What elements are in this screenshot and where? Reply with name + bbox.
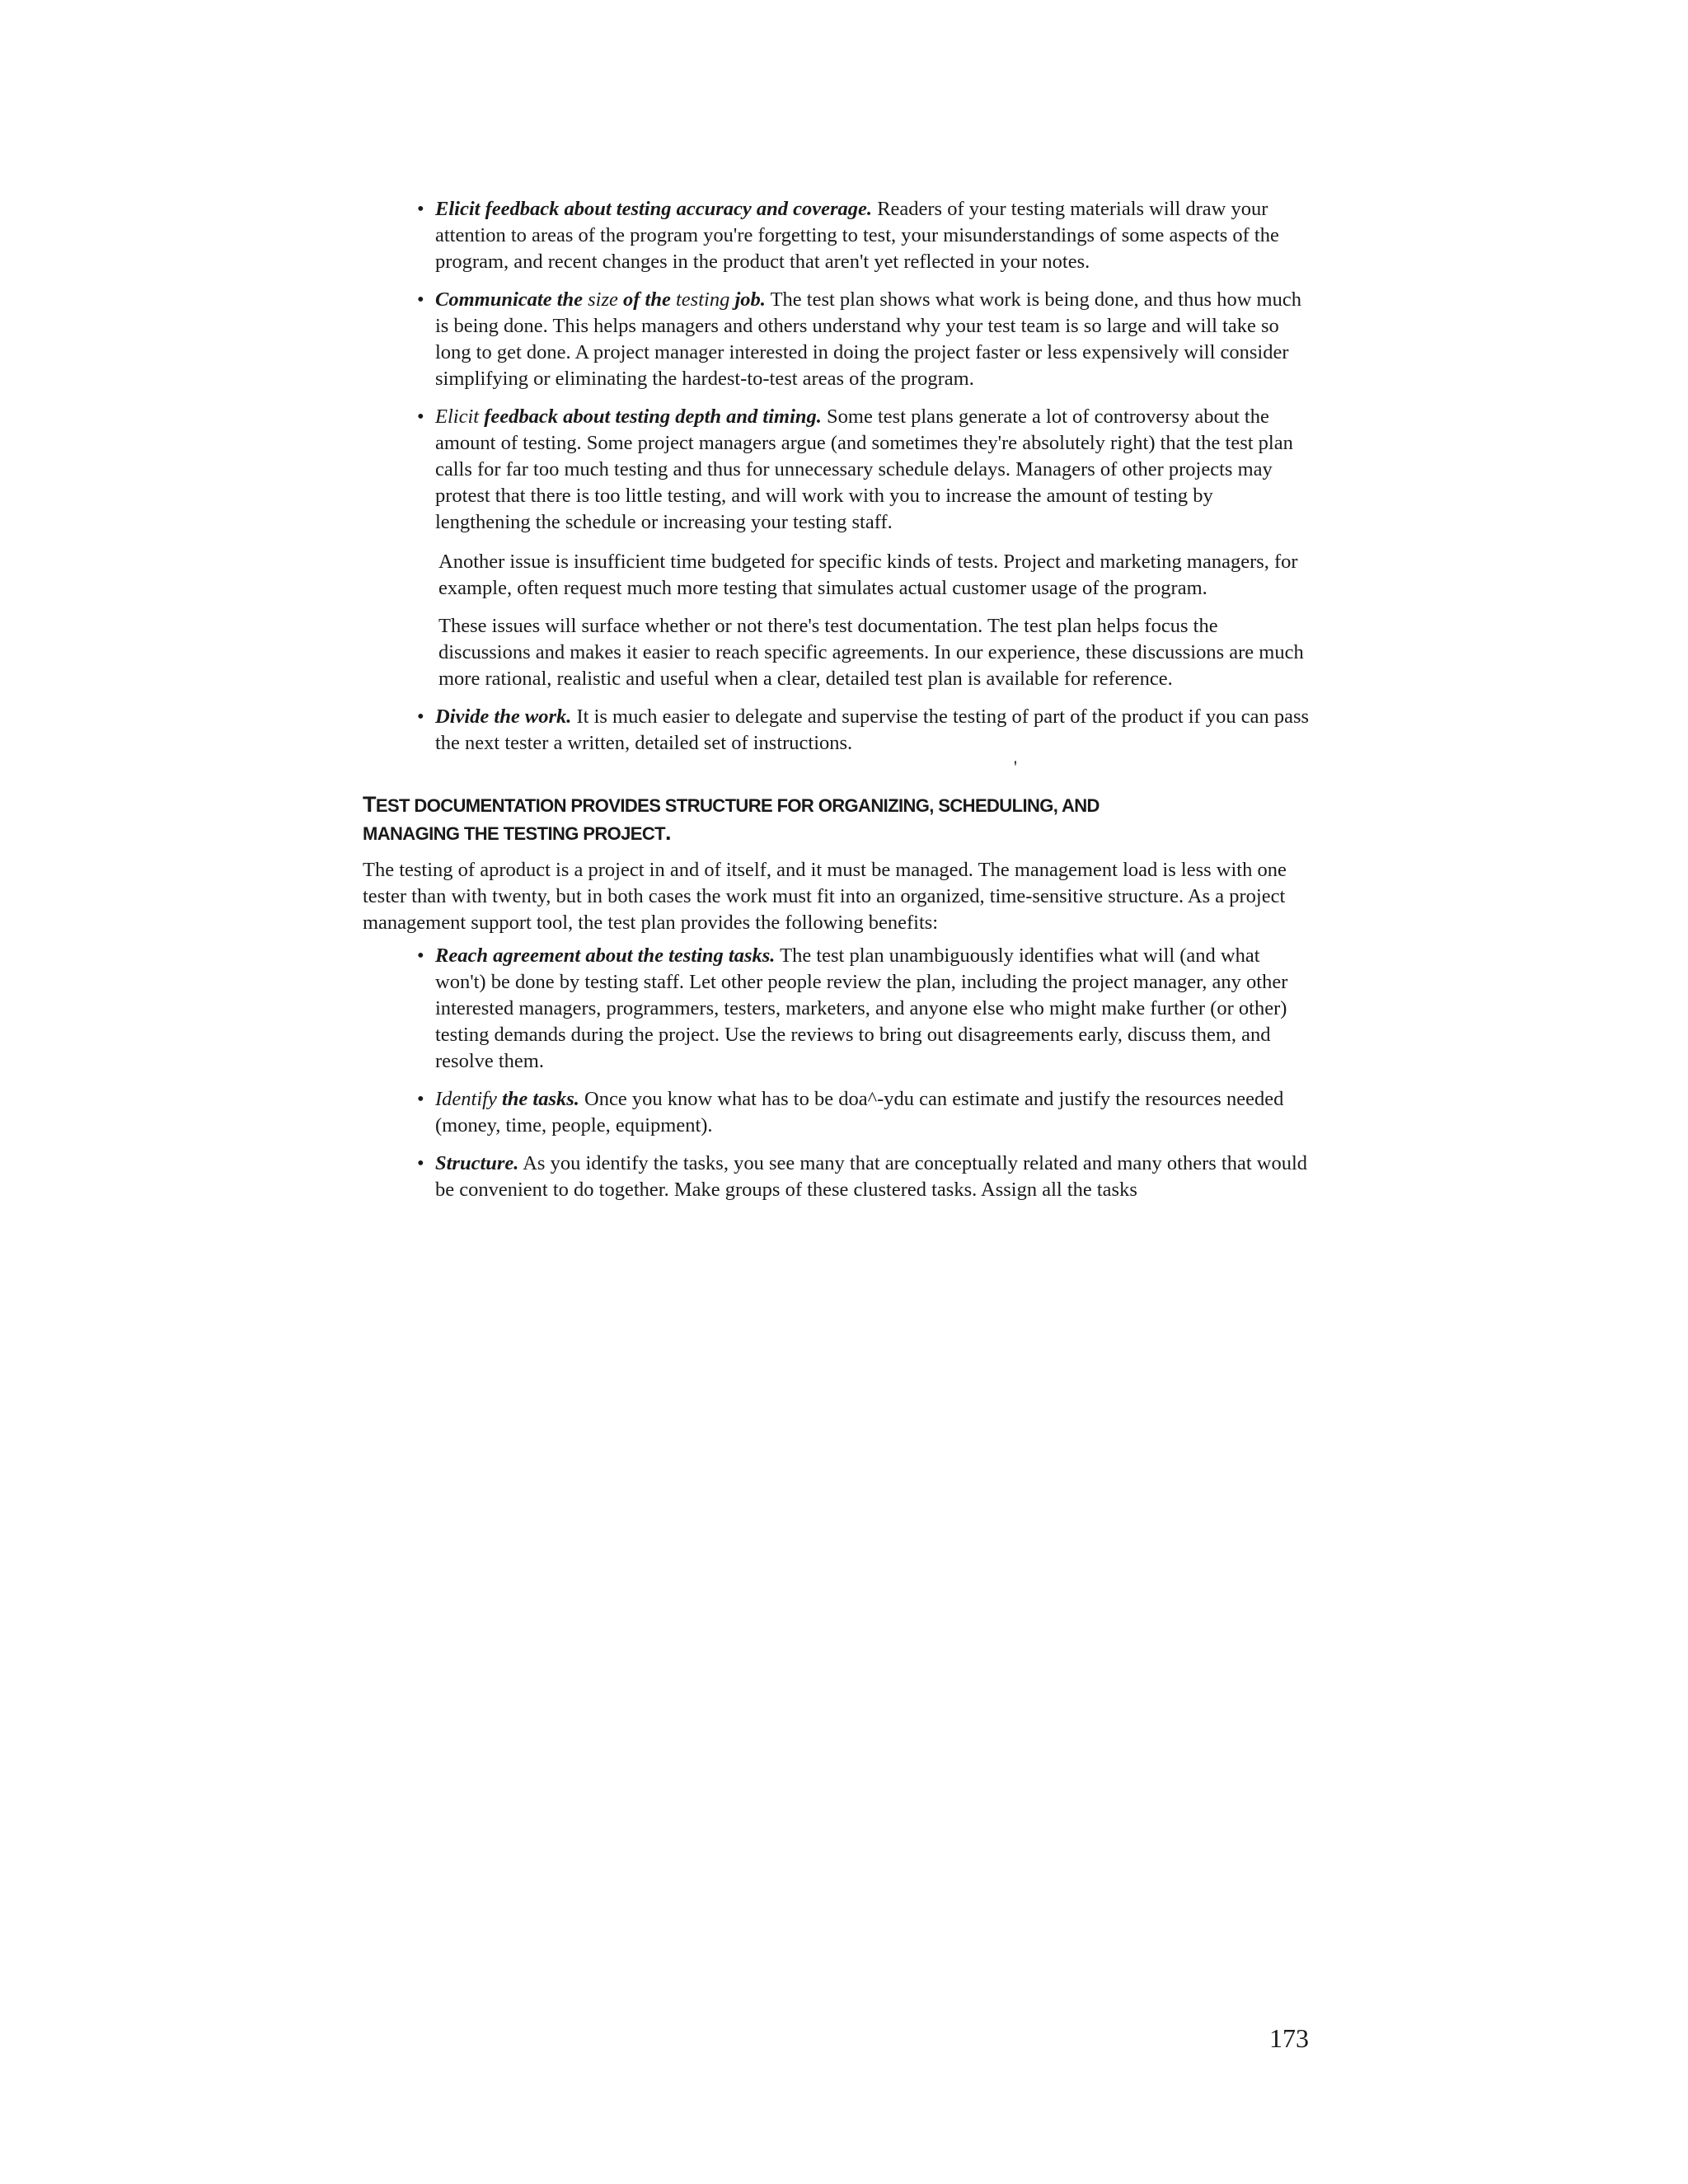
bullet-body-text: Once you know what has to be doa^-ydu can estimate and justify the resources needed (money, time, people, equipment). bbox=[435, 1088, 1284, 1137]
bullet-item bbox=[417, 404, 1311, 536]
bullet-lead: size bbox=[588, 288, 618, 311]
heading-line2: MANAGING THE TESTING PROJECT bbox=[363, 823, 665, 844]
section-intro: The testing of aproduct is a project in and of itself, and it must be managed. The management load is less with one tester than with twenty, but in both cases the work must fit into an organized, time-sensitive structure. As a project management support tool, the test plan provides the following benefits: bbox=[363, 859, 1287, 934]
page-number: 173 bbox=[1269, 2023, 1309, 2053]
heading-end: . bbox=[665, 820, 671, 845]
bullet-lead: the tasks. bbox=[496, 1088, 579, 1110]
bullet-lead: Reach agreement about the testing tasks. bbox=[435, 944, 776, 967]
indented-paragraph: Another issue is insufficient time budgeted for specific kinds of tests. Project and marketing managers, for example, often request much more testing that simulates actual customer usage of the program. bbox=[438, 551, 1298, 599]
bullet-text bbox=[435, 1151, 1311, 1203]
bullet-glyph: • bbox=[417, 198, 424, 220]
bullet-body-text: Readers of your testing materials will draw your attention to areas of the program you're forgetting to test, your misunderstandings of some aspects of the program, and recent changes in the product that aren't yet reflected in your notes. bbox=[435, 198, 1279, 273]
bullet-text bbox=[435, 287, 1311, 392]
bullet-text bbox=[435, 1086, 1311, 1139]
bullet-text bbox=[435, 404, 1311, 536]
bullet-glyph: • bbox=[417, 1088, 424, 1110]
bullet-glyph: • bbox=[417, 705, 424, 728]
bullet-body-text: The test plan unambiguously identifies what will (and what won't) be done by testing staff. Let other people review the plan, including the project manager, any other interested managers, programmers, testers, marketers, and anyone else who might make further (or other) testing demands during the project. Use the reviews to bring out disagreements early, discuss them, and resolve them. bbox=[435, 944, 1288, 1072]
bullet-lead: Identify bbox=[435, 1088, 497, 1110]
bullet-glyph: • bbox=[417, 1152, 424, 1174]
bullet-lead: Elicit bbox=[435, 405, 480, 428]
bullet-lead: Communicate the bbox=[435, 288, 588, 311]
bullet-body-text: The test plan shows what work is being done, and thus how much is being done. This helps managers and others understand why your test team is so large and will take so long to get done. A project manager interested in doing the project faster or less expensively will consider simplifying or eliminating the hardest-to-test areas of the program. bbox=[435, 288, 1301, 390]
bullet-lead: job. bbox=[729, 288, 766, 311]
bullet-lead: of the bbox=[617, 288, 676, 311]
bullet-text bbox=[435, 704, 1311, 757]
bullet-glyph: • bbox=[417, 944, 424, 967]
bullet-lead: testing bbox=[675, 288, 730, 311]
stray-mark: ' bbox=[1014, 757, 1017, 777]
section-heading bbox=[363, 791, 1187, 847]
bullet-glyph: • bbox=[417, 405, 424, 428]
bullet-lead: feedback about testing depth and timing. bbox=[479, 405, 822, 428]
indented-paragraph: These issues will surface whether or not there's test documentation. The test plan helps focus the discussions and makes it easier to reach specific agreements. In our experience, these discussions are much more rational, realistic and useful when a clear, detailed test plan is available for reference. bbox=[438, 615, 1304, 690]
bullet-lead: Elicit feedback about testing accuracy and coverage. bbox=[435, 198, 873, 220]
bullet-item bbox=[417, 196, 1311, 275]
bullet-lead: Structure. bbox=[435, 1152, 519, 1174]
bullet-text bbox=[435, 196, 1311, 275]
bullet-item bbox=[417, 1086, 1311, 1139]
bullet-body-text: Some test plans generate a lot of controversy about the amount of testing. Some project managers argue (and sometimes they're absolutely right) that the test plan calls for far too much testing and thus for unnecessary schedule delays. Managers of other projects may protest that there is too little testing, and will work with you to increase the amount of testing by lengthening the schedule or increasing your testing staff. bbox=[435, 405, 1293, 533]
bullet-list-top bbox=[417, 196, 1311, 547]
bullet-body-text: It is much easier to delegate and supervise the testing of part of the product if you can pass the next tester a written, detailed set of instructions. bbox=[435, 705, 1310, 754]
bullet-item bbox=[417, 704, 1311, 757]
bullet-item bbox=[417, 1151, 1311, 1203]
heading-cap: T bbox=[363, 792, 376, 817]
bullet-item bbox=[417, 943, 1311, 1075]
bullet-text bbox=[435, 943, 1311, 1075]
bullet-list-bottom bbox=[417, 943, 1311, 1215]
bullet-item bbox=[417, 287, 1311, 392]
bullet-body-text: As you identify the tasks, you see many that are conceptually related and many others that would be convenient to do together. Make groups of these clustered tasks. Assign all the tasks bbox=[435, 1152, 1308, 1201]
heading-line1: EST DOCUMENTATION PROVIDES STRUCTURE FOR ORGANIZING, SCHEDULING, AND bbox=[375, 795, 1100, 816]
bullet-lead: Divide the work. bbox=[435, 705, 572, 728]
bullet-list-divide bbox=[417, 704, 1311, 768]
bullet-glyph: • bbox=[417, 288, 424, 311]
